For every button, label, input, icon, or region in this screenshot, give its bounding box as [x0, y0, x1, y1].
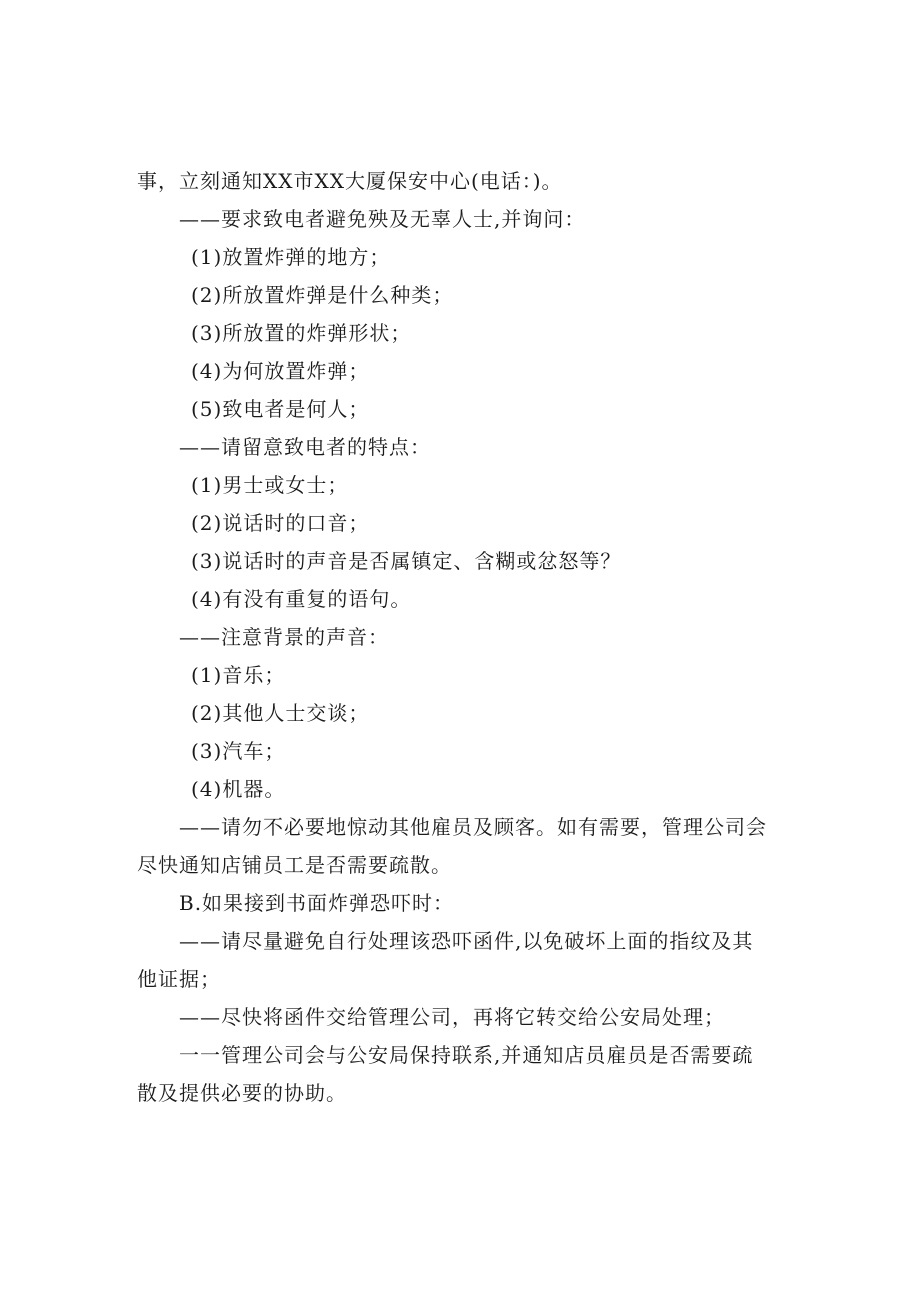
list-item: (4)机器。 [191, 777, 286, 801]
list-item: (2)说话时的口音； [191, 511, 370, 535]
list-item: (2)其他人士交谈； [191, 701, 370, 725]
paragraph-line: ——注意背景的声音： [179, 625, 389, 649]
paragraph-line: 事，立刻通知XX市XX大厦保安中心(电话：)。 [137, 169, 563, 193]
paragraph-line: ——尽快将函件交给管理公司，再将它转交给公安局处理； [179, 1005, 725, 1029]
section-heading: B.如果接到书面炸弹恐吓时： [179, 891, 455, 915]
list-item: (4)有没有重复的语句。 [191, 587, 412, 611]
list-item: (4)为何放置炸弹； [191, 359, 370, 383]
paragraph-line: 散及提供必要的协助。 [137, 1081, 347, 1105]
list-item: (1)男士或女士； [191, 473, 349, 497]
paragraph-line: 一一管理公司会与公安局保持联系,并通知店员雇员是否需要疏 [179, 1043, 754, 1067]
document-body [137, 162, 777, 1112]
paragraph-line: 尽快通知店铺员工是否需要疏散。 [137, 853, 452, 877]
paragraph-line: ——请勿不必要地惊动其他雇员及顾客。如有需要，管理公司会 [179, 815, 767, 839]
paragraph-line: ——要求致电者避免殃及无辜人士,并询问： [179, 207, 586, 231]
list-item: (1)音乐； [191, 663, 286, 687]
list-item: (3)所放置的炸弹形状； [191, 321, 412, 345]
list-item: (2)所放置炸弹是什么种类； [191, 283, 454, 307]
list-item: (1)放置炸弹的地方； [191, 245, 391, 269]
paragraph-line: 他证据； [137, 967, 221, 991]
paragraph-line: ——请留意致电者的特点： [179, 435, 431, 459]
paragraph-line: ——请尽量避免自行处理该恐吓函件,以免破坏上面的指纹及其 [179, 929, 754, 953]
list-item: (3)说话时的声音是否属镇定、含糊或忿怒等？ [191, 549, 622, 573]
list-item: (5)致电者是何人； [191, 397, 370, 421]
list-item: (3)汽车； [191, 739, 286, 763]
